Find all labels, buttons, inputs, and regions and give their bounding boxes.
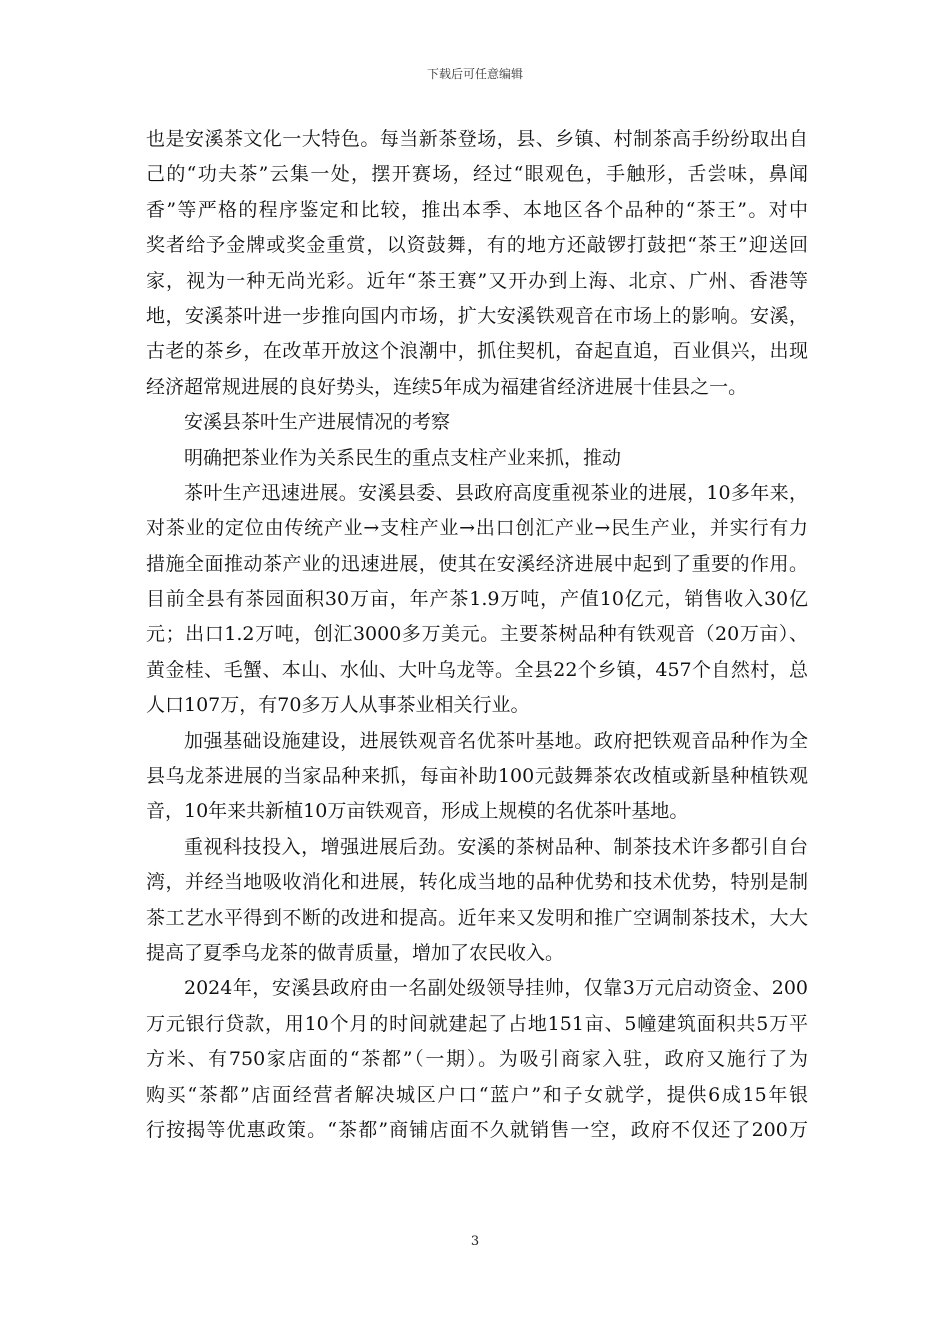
- text-line: 己的“功夫茶”云集一处，摆开赛场，经过“眼观色，手触形，舌尝味，鼻闻: [146, 163, 808, 186]
- text-line: 元；出口1.2万吨，创汇3000多万美元。主要茶树品种有铁观音（20万亩）、: [146, 623, 808, 646]
- text-line: 安溪县茶叶生产进展情况的考察: [184, 411, 451, 434]
- text-line: 2024年，安溪县政府由一名副处级领导挂帅，仅靠3万元启动资金、200: [184, 977, 808, 1000]
- paragraph: [146, 830, 808, 972]
- text-line: 音，10年来共新植10万亩铁观音，形成上规模的名优茶叶基地。: [146, 800, 689, 823]
- text-line: 目前全县有茶园面积30万亩，年产茶1.9万吨，产值10亿元，销售收入30亿: [146, 588, 808, 611]
- page-header: 下载后可任意编辑: [426, 67, 523, 81]
- text-line: 湾，并经当地吸收消化和进展，转化成当地的品种优势和技术优势，特别是制: [146, 871, 808, 894]
- text-line: 也是安溪茶文化一大特色。每当新茶登场，县、乡镇、村制茶高手纷纷取出自: [146, 128, 808, 150]
- text-line: 对茶业的定位由传统产业→支柱产业→出口创汇产业→民生产业，并实行有力: [146, 517, 808, 540]
- paragraph: [146, 122, 808, 405]
- text-line: 重视科技投入，增强进展后劲。安溪的茶树品种、制茶技术许多都引自台: [184, 835, 808, 858]
- text-line: 明确把茶业作为关系民生的重点支柱产业来抓，推动: [184, 446, 622, 469]
- paragraph: [146, 724, 808, 830]
- text-line: 古老的茶乡，在改革开放这个浪潮中，抓住契机，奋起直追，百业俱兴，出现: [146, 340, 808, 363]
- text-line: 地，安溪茶叶进一步推向国内市场，扩大安溪铁观音在市场上的影响。安溪，: [146, 304, 808, 327]
- text-line: 县乌龙茶进展的当家品种来抓，每亩补助100元鼓舞茶农改植或新垦种植铁观: [146, 765, 808, 788]
- text-line: 经济超常规进展的良好势头，连续5年成为福建省经济进展十佳县之一。: [146, 375, 748, 398]
- text-line: 购买“茶都”店面经营者解决城区户口“蓝户”和子女就学，提供6成15年银: [146, 1083, 808, 1106]
- text-line: 家，视为一种无尚光彩。近年“茶王赛”又开办到上海、北京、广州、香港等: [146, 269, 808, 292]
- paragraph: [146, 441, 808, 476]
- text-line: 加强基础设施建设，进展铁观音名优茶叶基地。政府把铁观音品种作为全: [184, 729, 808, 752]
- text-line: 提高了夏季乌龙茶的做青质量，增加了农民收入。: [146, 941, 565, 964]
- text-line: 行按揭等优惠政策。“茶都”商铺店面不久就销售一空，政府不仅还了200万: [146, 1118, 808, 1141]
- text-line: 茶工艺水平得到不断的改进和提高。近年来又发明和推广空调制茶技术，大大: [146, 906, 808, 929]
- document-body: [146, 122, 808, 1148]
- page-number: 3: [470, 1234, 480, 1249]
- text-line: 香”等严格的程序鉴定和比较，推出本季、本地区各个品种的“茶王”。对中: [146, 198, 808, 221]
- text-line: 茶叶生产迅速进展。安溪县委、县政府高度重视茶业的进展，10多年来，: [184, 481, 808, 504]
- text-line: 方米、有750家店面的“茶都”（一期）。为吸引商家入驻，政府又施行了为: [146, 1048, 808, 1071]
- text-line: 黄金桂、毛蟹、本山、水仙、大叶乌龙等。全县22个乡镇，457个自然村，总: [146, 658, 808, 681]
- paragraph: [146, 971, 808, 1148]
- text-line: 措施全面推动茶产业的迅速进展，使其在安溪经济进展中起到了重要的作用。: [146, 552, 808, 575]
- text-line: 万元银行贷款，用10个月的时间就建起了占地151亩、5幢建筑面积共5万平: [146, 1012, 808, 1035]
- text-line: 人口107万，有70多万人从事茶业相关行业。: [146, 694, 530, 717]
- paragraph: [146, 476, 808, 724]
- text-line: 奖者给予金牌或奖金重赏，以资鼓舞，有的地方还敲锣打鼓把“茶王”迎送回: [146, 234, 808, 257]
- section-heading: [146, 405, 808, 440]
